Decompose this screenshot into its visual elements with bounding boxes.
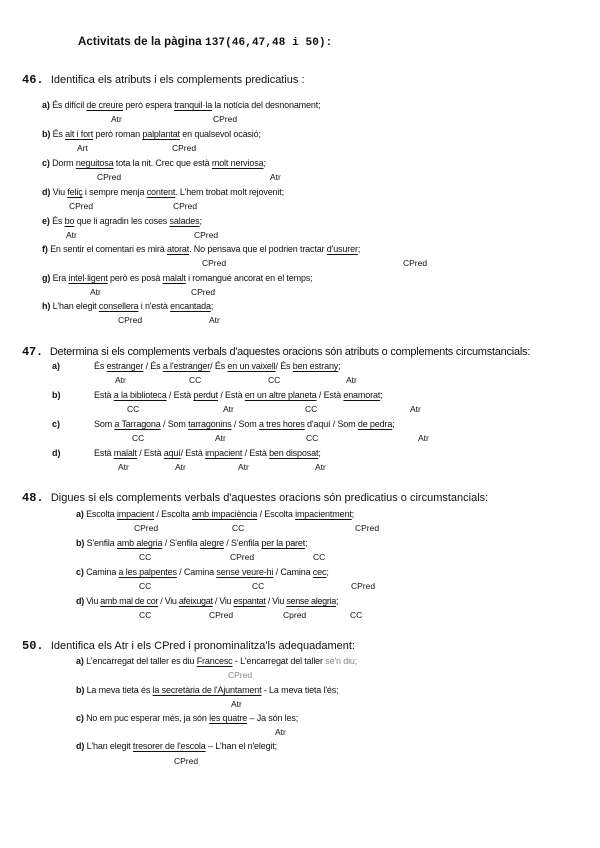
section-46-heading: 46. Identifica els atributs i els complements predicatius : [22,73,305,87]
label-48a-1: CPred [134,523,159,533]
label-48d-1: CC [139,610,152,620]
label-47c-2: Atr [215,433,226,443]
label-48c-2: CC [252,581,265,591]
label-50b-1: Atr [231,699,242,709]
exercise-48a: a) Escolta impacient / Escolta amb impaciència / Escolta impacientment; [76,509,355,519]
label-46b-1: Art [77,143,88,153]
exercise-47b-letter: b) [52,390,61,400]
exercise-46d: d) Viu feliç i sempre menja content. L'hem trobat molt rejovenit; [42,187,284,197]
exercise-47a: És estranger / És a l'estranger/ És en un vaixell/ És ben estrany; [94,361,341,371]
label-47d-1: Atr [118,462,129,472]
label-46b-2: CPred [172,143,197,153]
label-48d-2: CPred [209,610,234,620]
label-46c-2: Atr [270,172,281,182]
exercise-47c: Som a Tarragona / Som tarragonins / Som a tres hores d'aquí / Som de pedra; [94,419,395,429]
label-47b-2: Atr [223,404,234,414]
label-47c-3: CC [306,433,319,443]
exercise-46h: h) L'han elegit consellera i n'està encantada; [42,301,214,311]
label-48a-3: CPred [355,523,380,533]
label-48b-3: CC [313,552,326,562]
label-47d-2: Atr [175,462,186,472]
label-46f-2: CPred [403,258,428,268]
label-46c-1: CPred [97,172,122,182]
label-46d-2: CPred [173,201,198,211]
exercise-48c: c) Camina a les palpentes / Camina sense veure-hi / Camina cec; [76,567,329,577]
label-48d-4: CC [350,610,363,620]
exercise-48d: d) Viu amb mal de cor / Viu afeixugat / Viu espantat / Viu sense alegria; [76,596,339,606]
exercise-46e: e) És bo que li agradin les coses salades; [42,216,202,226]
label-48d-3: Cpred [283,610,307,620]
label-46g-2: CPred [191,287,216,297]
label-46g-1: Atr [90,287,101,297]
label-47a-3: CC [268,375,281,385]
label-46e-2: CPred [194,230,219,240]
title-numbers: 137(46,47,48 i 50): [205,37,333,49]
label-46d-1: CPred [69,201,94,211]
exercise-47c-letter: c) [52,419,61,429]
exercise-50b: b) La meva tieta és la secretària de l'Ajuntament - La meva tieta l'és; [76,685,339,695]
section-50-heading: 50. Identifica els Atr i els CPred i pronominalitza'ls adequadament: [22,639,355,653]
exercise-48b: b) S'enfila amb alegria / S'enfila alegre / S'enfila per la paret; [76,538,308,548]
exercise-47a-letter: a) [52,361,61,371]
exercise-47b: Està a la biblioteca / Està perdut / Està en un altre planeta / Està enamorat; [94,390,383,400]
label-46a-2: CPred [213,114,238,124]
exercise-46g: g) Era intel·ligent però es posà malalt i romangué ancorat en el temps; [42,273,313,283]
label-47a-4: Atr [346,375,357,385]
label-47a-2: CC [189,375,202,385]
label-47b-4: Atr [410,404,421,414]
label-47c-1: CC [132,433,145,443]
label-47d-3: Atr [238,462,249,472]
label-47c-4: Atr [418,433,429,443]
exercise-46c: c) Dorm neguitosa tota la nit. Crec que està molt nerviosa; [42,158,266,168]
exercise-47d: Està malalt / Està aquí/ Està impacient / Està ben disposat; [94,448,321,458]
section-48-heading: 48. Digues si els complements verbals d'aquestes oracions són predicatius o circumstancials: [22,491,489,505]
label-50c-1: Atr [275,727,286,737]
label-48a-2: CC [232,523,245,533]
label-48b-2: CPred [230,552,255,562]
label-46h-2: Atr [209,315,220,325]
label-47b-3: CC [305,404,318,414]
exercise-50a: a) L'encarregat del taller es diu Francesc - L'encarregat del taller se'n diu; [76,656,358,666]
exercise-50c: c) No em puc esperar més, ja són les quatre – Ja són les; [76,713,299,723]
label-46f-1: CPred [202,258,227,268]
label-50d-1: CPred [174,756,199,766]
label-48b-1: CC [139,552,152,562]
label-47d-4: Atr [315,462,326,472]
exercise-46b: b) És alt i fort però roman palplantat en qualsevol ocasió; [42,129,261,139]
label-50a-1: CPred [228,670,253,680]
label-48c-3: CPred [351,581,376,591]
label-46e-1: Atr [66,230,77,240]
label-47a-1: Atr [115,375,126,385]
title-text: Activitats de la pàgina [78,36,202,48]
exercise-50d: d) L'han elegit tresorer de l'escola – L'han el n'elegit; [76,741,277,751]
label-48c-1: CC [139,581,152,591]
label-47b-1: CC [127,404,140,414]
exercise-46f: f) En sentir el comentari es mirà atorat. No pensava que el podrien tractar d'usurer; [42,244,361,254]
label-46a-1: Atr [111,114,122,124]
exercise-46a: a) És difícil de creure però espera tranquil·la la notícia del desnonament; [42,100,321,110]
page-title [78,36,332,49]
exercise-47d-letter: d) [52,448,61,458]
label-46h-1: CPred [118,315,143,325]
section-47-heading: 47. Determina si els complements verbals d'aquestes oracions són atributs o complements circumstancials: [22,345,531,359]
